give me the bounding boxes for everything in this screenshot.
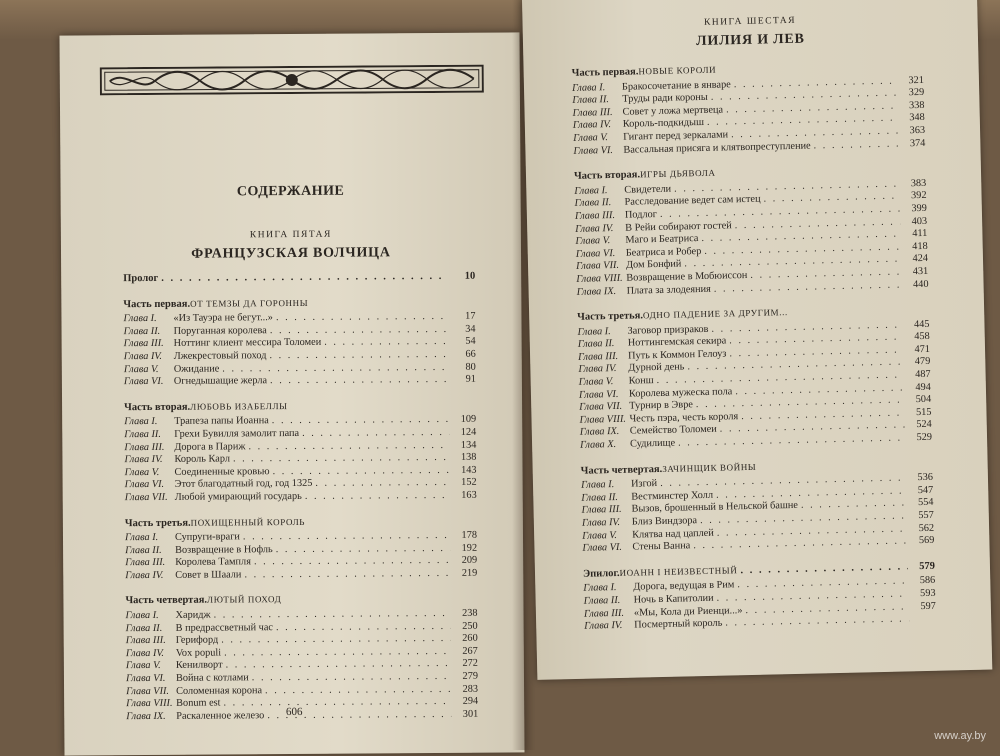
chapter-page: 250 — [462, 620, 478, 632]
chapter-number: Глава V. — [578, 376, 614, 388]
contents-title: СОДЕРЖАНИЕ — [236, 183, 345, 200]
chapter-page: 515 — [915, 406, 932, 419]
chapter-page: 152 — [461, 477, 477, 489]
chapter-page: 529 — [916, 431, 933, 444]
chapter-title: Грехи Бувилля замолит папа — [174, 427, 300, 440]
chapter-number: Глава I. — [124, 416, 158, 428]
chapter-page: 471 — [914, 343, 931, 356]
chapter-page: 294 — [462, 695, 479, 708]
chapter-title: Путь к Коммон Гелоуз — [627, 348, 727, 362]
chapter-title: Ожидание — [173, 363, 220, 375]
chapter-page: 178 — [461, 529, 478, 541]
chapter-number: Глава I. — [123, 313, 157, 325]
chapter-title: Маго и Беатриса — [625, 233, 699, 246]
chapter-title: Плата за злодеяния — [626, 283, 711, 297]
chapter-page: 124 — [460, 426, 477, 438]
chapter-number: Глава IV. — [123, 350, 162, 363]
part-label: Часть третья. — [124, 517, 191, 529]
chapter-number: Глава VI. — [123, 376, 164, 388]
chapter-number: Глава II. — [574, 197, 612, 210]
chapter-title: Этот благодатный год, год 1325 — [174, 478, 313, 491]
chapter-page: 383 — [910, 177, 927, 189]
chapter-title: В предрассветный час — [175, 621, 274, 634]
chapter-title: Изгой — [630, 478, 658, 490]
chapter-title: Огнедышащие жерла — [173, 375, 268, 387]
chapter-title: Ночь в Капитолии — [633, 592, 714, 606]
chapter-page: 458 — [914, 331, 930, 343]
part-heading — [124, 398, 476, 414]
chapter-page: 109 — [460, 414, 477, 426]
chapter-page: 209 — [461, 554, 478, 567]
chapter-page: 524 — [916, 419, 932, 431]
book-title: ФРАНЦУЗСКАЯ ВОЛЧИЦА — [191, 245, 391, 262]
chapter-page: 143 — [461, 464, 477, 476]
chapter-page: 329 — [908, 87, 925, 99]
part-heading — [125, 514, 477, 530]
chapter-number: Глава VIII. — [579, 413, 627, 426]
chapter-page: 338 — [908, 99, 925, 112]
chapter-number: Глава I. — [571, 81, 606, 94]
chapter-page: 91 — [465, 373, 476, 385]
chapter-title: Честь пэра, честь короля — [629, 411, 739, 425]
chapter-page: 348 — [909, 112, 925, 124]
chapter-number: Глава IV. — [572, 119, 612, 132]
toc-entry — [125, 490, 477, 505]
chapter-number: Глава VI. — [575, 247, 616, 260]
part-subtitle: ЛЮТЫЙ ПОХОД — [206, 594, 282, 606]
chapter-number: Глава V. — [582, 529, 618, 542]
part-label: Часть четвертая. — [580, 463, 663, 477]
chapter-number: Глава II. — [125, 544, 162, 556]
chapter-page: 80 — [465, 361, 476, 373]
chapter-page: 392 — [910, 190, 927, 202]
toc-part — [574, 162, 929, 299]
chapter-page: 562 — [918, 522, 935, 534]
toc-part — [125, 514, 477, 582]
part-label: Эпилог. — [582, 567, 620, 580]
chapter-number: Глава VII. — [124, 491, 168, 504]
chapter-title: Подлог — [624, 208, 658, 221]
toc-entry — [124, 374, 476, 389]
toc-part — [123, 295, 476, 389]
chapter-page: 504 — [915, 394, 932, 406]
chapter-number: Глава VII. — [575, 260, 620, 273]
chapter-number: Глава IV. — [575, 222, 614, 235]
chapter-number: Глава III. — [581, 504, 622, 517]
chapter-number: Глава II. — [583, 594, 621, 607]
chapter-page: 445 — [913, 318, 930, 330]
chapter-number: Глава III. — [583, 607, 625, 620]
chapter-page: 272 — [462, 658, 478, 670]
chapter-number: Глава VI. — [124, 479, 165, 491]
prolog-label: Пролог — [123, 272, 159, 285]
chapter-number: Глава IX. — [126, 710, 166, 722]
chapter-number: Глава I. — [580, 479, 615, 492]
chapter-page: 363 — [909, 124, 926, 137]
left-page — [59, 32, 524, 755]
chapter-number: Глава I. — [125, 609, 159, 622]
chapter-number: Глава III. — [124, 441, 165, 453]
ornament-header-icon — [100, 65, 484, 96]
chapter-title: Вассальная присяга и клятвопреступление — [623, 140, 811, 156]
part-label: Часть четвертая. — [125, 595, 208, 607]
chapter-title: Война с котлами — [175, 672, 249, 684]
chapter-page: 17 — [465, 310, 476, 322]
chapter-title: Кенилворт — [175, 659, 223, 672]
chapter-number: Глава IV. — [125, 647, 165, 660]
chapter-title: Посмертный король — [634, 617, 723, 631]
toc-entry — [125, 568, 477, 583]
chapter-title: Заговор призраков — [627, 323, 709, 337]
chapter-title: Труды ради короны — [622, 91, 708, 105]
chapter-number: Глава I. — [583, 582, 617, 595]
chapter-page: 487 — [915, 368, 931, 381]
chapter-title: Возвращение в Мобюиссон — [626, 269, 748, 284]
chapter-number: Глава III. — [577, 350, 619, 363]
chapter-number: Глава IV. — [124, 454, 163, 466]
toc-part — [583, 560, 936, 634]
part-heading — [123, 295, 475, 311]
chapter-page — [912, 621, 936, 622]
chapter-number: Глава IX. — [576, 285, 617, 298]
book-title-right: ЛИЛИЯ И ЛЕВ — [696, 31, 805, 50]
chapter-number: Глава II. — [572, 94, 610, 107]
chapter-title: Король-подкидыш — [622, 117, 705, 131]
chapter-page: 547 — [917, 484, 934, 496]
chapter-number: Глава I. — [577, 325, 611, 338]
right-page — [522, 0, 992, 680]
chapter-number: Глава VII. — [126, 685, 170, 697]
part-page: 579 — [919, 560, 936, 572]
part-label: Часть вторая. — [573, 169, 641, 183]
chapter-number: Глава V. — [124, 466, 160, 478]
chapter-title: Совет в Шаали — [175, 569, 242, 581]
chapter-title: В Рейи собирают гостей — [625, 219, 732, 234]
chapter-number: Глава IV. — [584, 620, 623, 632]
chapter-title: Королева мужеска пола — [628, 385, 733, 400]
prolog-row — [123, 271, 475, 286]
chapter-title: Харидж — [175, 609, 211, 621]
part-subtitle: ИОАНН I НЕИЗВЕСТНЫЙ — [619, 565, 738, 578]
chapter-title: Дурной день — [628, 361, 685, 375]
chapter-number: Глава VI. — [582, 542, 623, 554]
chapter-title: Ноттингемская секира — [627, 335, 727, 349]
chapter-title: Дорога, ведущая в Рим — [633, 579, 735, 593]
chapter-page: 283 — [462, 683, 479, 695]
chapter-page: 134 — [460, 439, 477, 451]
chapter-number: Глава II. — [124, 428, 161, 441]
chapter-number: Глава V. — [125, 660, 161, 672]
chapter-number: Глава III. — [574, 209, 616, 222]
prolog-page: 10 — [464, 270, 476, 282]
chapter-title: Судилище — [629, 437, 676, 450]
chapter-page: 494 — [915, 381, 932, 393]
part-heading — [125, 592, 477, 608]
chapter-page: 66 — [465, 348, 476, 360]
chapter-page: 431 — [912, 265, 929, 278]
chapter-number: Глава V. — [123, 363, 159, 375]
chapter-title: Дом Бонфий — [625, 258, 682, 272]
chapter-number: Глава VI. — [573, 144, 614, 157]
chapter-title: Трапеза папы Иоанна — [174, 415, 269, 428]
chapter-title: Совет у ложа мертвеца — [622, 104, 724, 118]
chapter-number: Глава III. — [123, 338, 164, 350]
chapter-title: Вызов, брошенный в Нельской башне — [631, 500, 799, 516]
chapter-title: Герифорд — [175, 634, 219, 647]
chapter-page: 192 — [461, 542, 478, 554]
chapter-number: Глава VI. — [578, 388, 619, 401]
chapter-page: 440 — [912, 278, 929, 290]
watermark: www.ay.by — [934, 730, 986, 742]
chapter-title: Семейство Толомеи — [629, 424, 717, 438]
chapter-page: 163 — [461, 489, 477, 501]
chapter-title: Bonum est — [176, 697, 221, 710]
chapter-title: Свидетели — [624, 183, 672, 196]
part-subtitle: ОТ ТЕМЗЫ ДА ГОРОННЫ — [190, 297, 309, 309]
chapter-number: Глава IX. — [579, 426, 620, 439]
chapter-number: Глава IV. — [581, 516, 621, 529]
toc-part — [577, 303, 932, 452]
chapter-title: Королева Тампля — [175, 556, 251, 569]
chapter-number: Глава II. — [125, 622, 163, 634]
part-label: Часть вторая. — [124, 401, 191, 413]
chapter-title: Беатриса и Робер — [625, 245, 702, 259]
part-label: Часть первая. — [123, 298, 191, 310]
chapter-title: Поруганная королева — [173, 324, 267, 337]
toc-left — [123, 271, 478, 736]
chapter-page: 374 — [909, 137, 926, 149]
chapter-page: 586 — [919, 575, 936, 587]
chapter-number: Глава IV. — [125, 569, 164, 582]
chapter-page: 267 — [462, 645, 478, 657]
part-label: Часть третья. — [577, 310, 644, 323]
chapter-page: 557 — [918, 509, 934, 522]
toc-part — [581, 456, 935, 555]
chapter-number: Глава VI. — [125, 672, 166, 685]
part-subtitle: ЛЮБОВЬ ИЗАБЕЛЛЫ — [190, 400, 288, 412]
chapter-title: Возвращение в Нофль — [175, 543, 273, 556]
chapter-title: Стены Ванна — [632, 540, 691, 553]
chapter-title: Король Карл — [174, 453, 231, 465]
chapter-number: Глава III. — [125, 557, 166, 569]
chapter-title: Гигант перед зеркалами — [623, 129, 729, 143]
part-subtitle: ПОХИЩЕННЫЙ КОРОЛЬ — [190, 516, 306, 528]
chapter-page: 34 — [465, 323, 476, 335]
chapter-number: Глава X. — [579, 439, 617, 451]
chapter-page: 260 — [462, 632, 478, 645]
chapter-number: Глава VIII. — [576, 272, 623, 285]
part-subtitle: ИГРЫ ДЬЯВОЛА — [639, 167, 716, 180]
chapter-number: Глава VIII. — [126, 698, 173, 710]
chapter-title: «Из Тауэра не бегут...» — [173, 312, 273, 325]
chapter-number: Глава VII. — [579, 401, 623, 414]
chapter-number: Глава III. — [125, 635, 166, 647]
part-subtitle: ЗАЧИНЩИК ВОЙНЫ — [662, 461, 757, 474]
chapter-title: Ноттинг клиент мессира Толомеи — [173, 337, 322, 350]
chapter-page: 554 — [917, 497, 934, 509]
chapter-page: 403 — [911, 215, 928, 227]
chapter-number: Глава III. — [572, 106, 613, 119]
chapter-number: Глава I. — [124, 532, 159, 544]
toc-right — [572, 59, 937, 646]
chapter-page: 593 — [919, 587, 936, 600]
chapter-number: Глава II. — [123, 325, 161, 337]
chapter-page: 536 — [917, 472, 934, 484]
chapter-page: 399 — [911, 202, 927, 215]
chapter-page: 424 — [912, 253, 929, 265]
chapter-number: Глава II. — [577, 338, 615, 351]
chapter-title: Вестминстер Холл — [631, 489, 714, 503]
chapter-page: 54 — [465, 336, 476, 348]
page-number: 606 — [285, 705, 303, 719]
chapter-page: 597 — [920, 600, 936, 612]
part-subtitle: ОДНО ПАДЕНИЕ ЗА ДРУГИМ... — [642, 307, 788, 321]
chapter-page: 301 — [462, 708, 479, 720]
chapter-title: Соединенные кровью — [174, 465, 270, 478]
toc-part — [124, 398, 477, 504]
chapter-number: Глава V. — [575, 235, 611, 247]
chapter-page: 479 — [914, 356, 931, 368]
chapter-title: Бракосочетание в январе — [621, 78, 731, 93]
chapter-number: Глава I. — [574, 184, 608, 197]
chapter-page: 321 — [908, 74, 925, 86]
chapter-page: 219 — [461, 567, 478, 579]
chapter-page: 279 — [462, 670, 479, 682]
chapter-number: Глава II. — [581, 491, 619, 504]
chapter-page: 569 — [918, 534, 935, 547]
chapter-title: Конш — [628, 375, 654, 387]
chapter-title: «Мы, Кола ди Риенци...» — [633, 604, 743, 619]
chapter-title: Турнир в Эвре — [629, 399, 693, 412]
toc-part — [572, 59, 926, 158]
chapter-title: Близ Виндзора — [631, 515, 698, 528]
part-label: Часть первая. — [571, 66, 639, 79]
chapter-title: Дорога в Париж — [174, 440, 246, 453]
book-label: КНИГА ПЯТАЯ — [249, 229, 332, 241]
chapter-title: Лжекрестовый поход — [173, 350, 267, 362]
chapter-title: Соломенная корона — [176, 684, 263, 697]
chapter-title: Супруги-враги — [174, 531, 240, 543]
chapter-title: Любой умирающий государь — [174, 490, 302, 503]
chapter-title: Vox populi — [175, 647, 222, 659]
chapter-page: 138 — [460, 451, 477, 463]
toc-part — [125, 592, 478, 723]
chapter-number: Глава V. — [573, 132, 609, 144]
chapter-title: Расследование ведет сам истец — [624, 193, 761, 209]
chapter-title: Раскаленное железо — [176, 710, 265, 722]
book-label-right: КНИГА ШЕСТАЯ — [703, 15, 797, 28]
chapter-title: Клятва над цаплей — [632, 527, 714, 541]
chapter-number: Глава IV. — [578, 363, 617, 376]
chapter-page: 418 — [912, 240, 928, 252]
chapter-page: 238 — [462, 607, 478, 619]
chapter-page: 411 — [912, 227, 928, 240]
part-subtitle: НОВЫЕ КОРОЛИ — [638, 64, 717, 77]
